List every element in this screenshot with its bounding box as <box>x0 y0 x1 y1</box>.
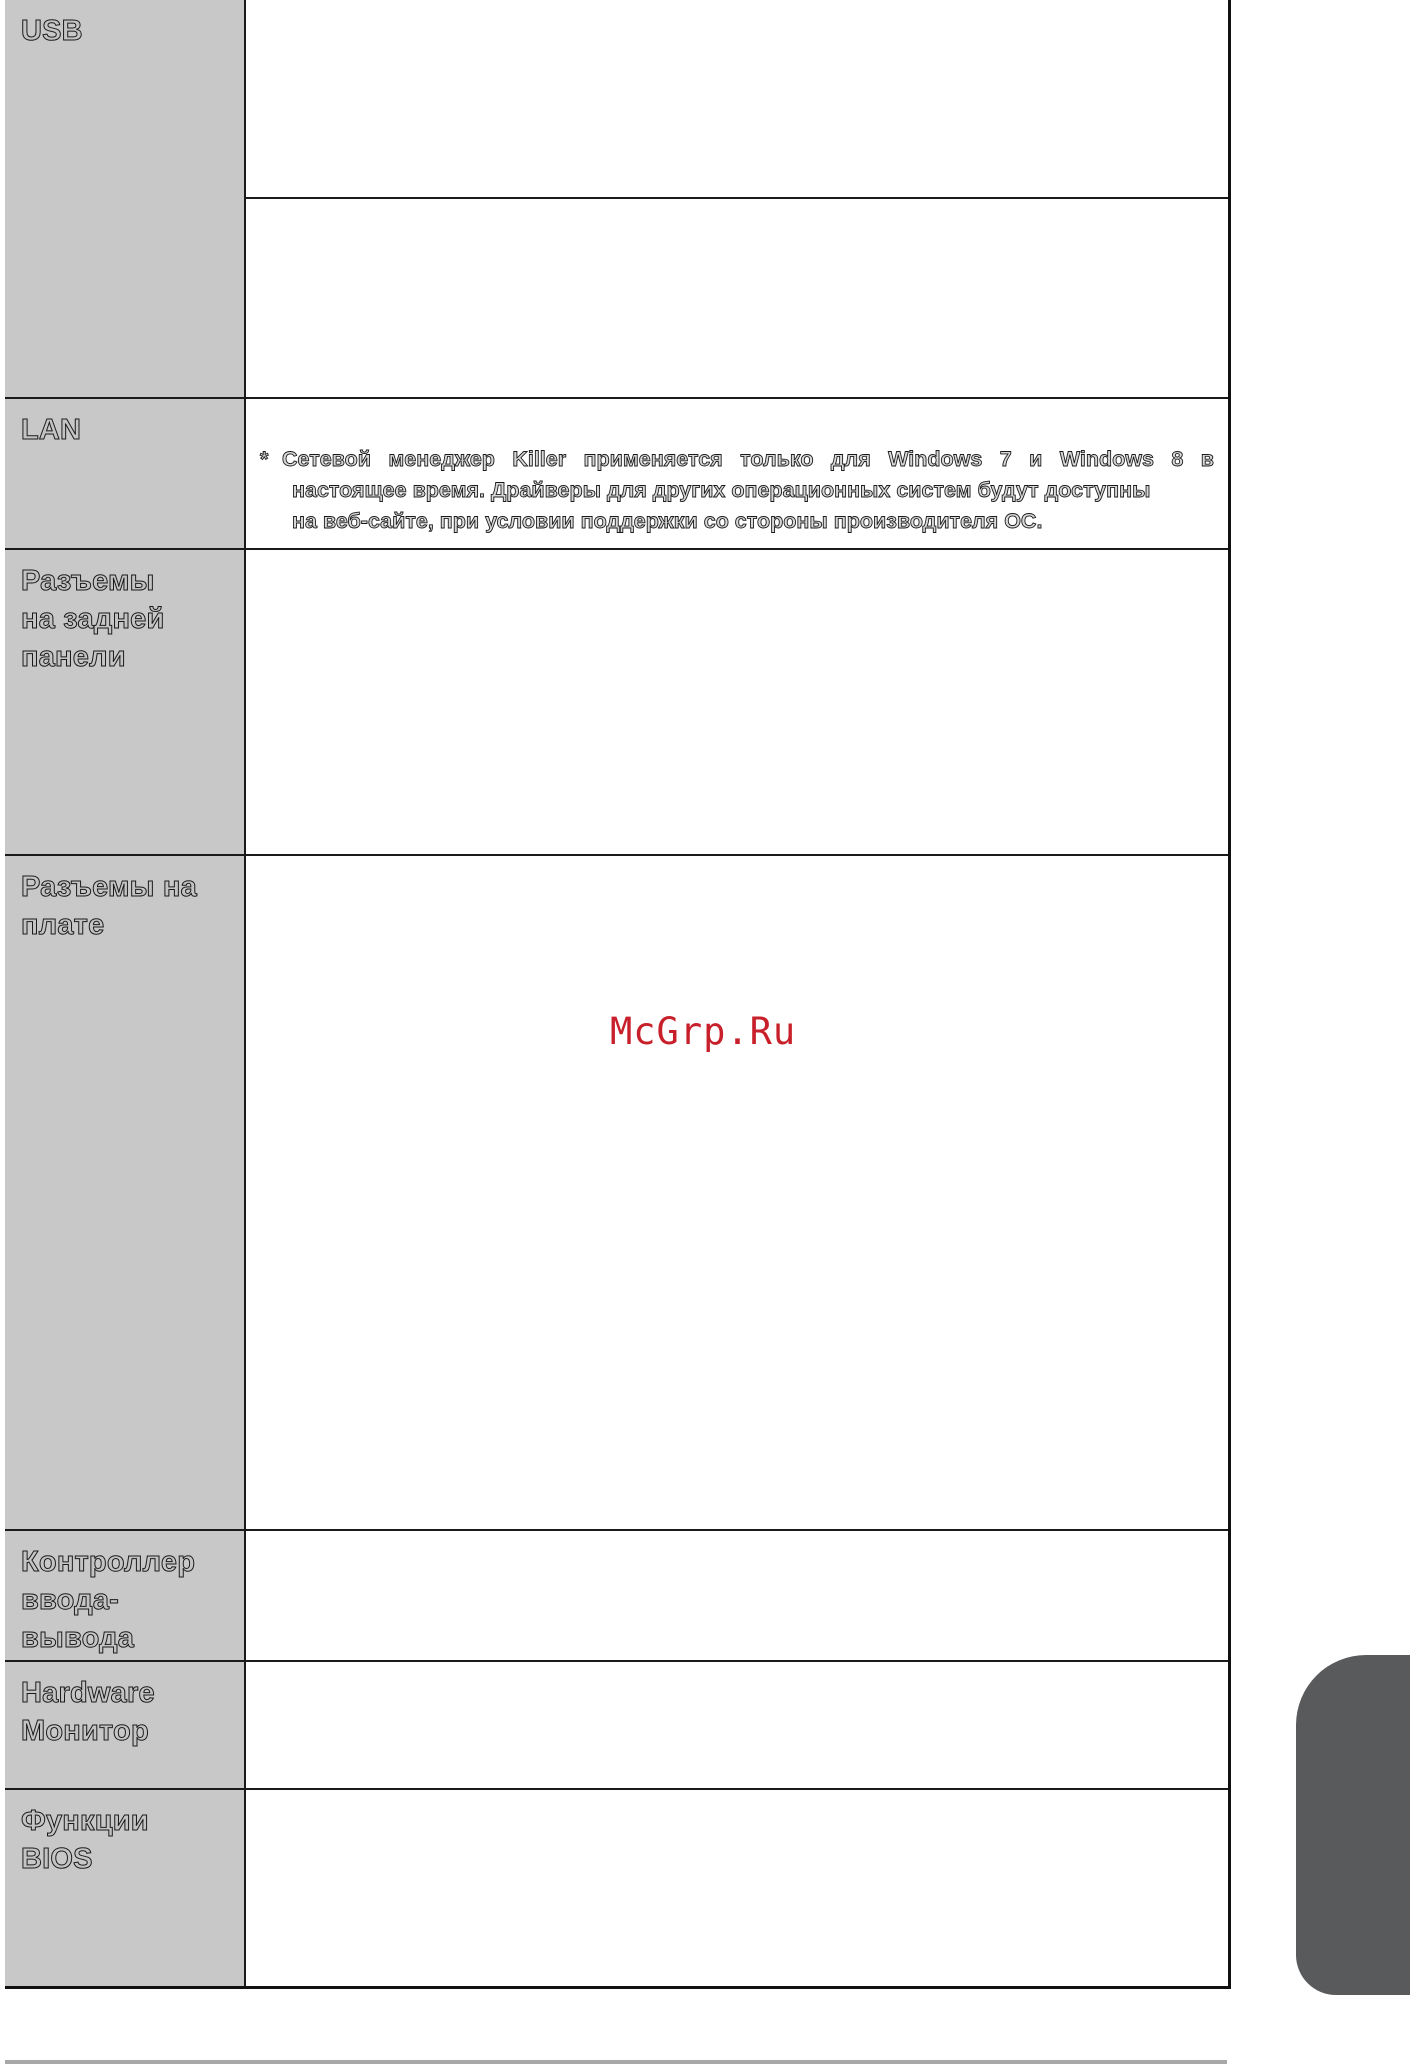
side-tab <box>1296 1655 1410 1995</box>
spec-row-rear-panel <box>5 549 1230 855</box>
spec-value-bios <box>245 1789 1230 1987</box>
label-line: плате <box>21 909 105 941</box>
spec-row-io-controller <box>5 1530 1230 1661</box>
footnote-line-1: Сетевой менеджер Killer применяется только для Windows 7 и Windows 8 в <box>282 447 1214 471</box>
label-line: вывода <box>21 1622 135 1654</box>
spec-row-hw-monitor <box>5 1661 1230 1789</box>
spec-value-rear-panel <box>245 549 1230 855</box>
footnote-line-3: на веб-сайте, при условии поддержки со стороны производителя ОС. <box>292 509 1043 533</box>
label-line: ввода- <box>21 1584 119 1616</box>
footnote-asterisk: * <box>260 447 269 471</box>
spec-label-io-controller <box>5 1531 244 1657</box>
spec-row-usb <box>5 0 1230 398</box>
spec-value-io-controller <box>245 1530 1230 1661</box>
spec-row-onboard <box>5 855 1230 1530</box>
label-line: на задней <box>21 603 165 635</box>
spec-label-cell <box>5 1661 245 1789</box>
spec-row-bios <box>5 1789 1230 1987</box>
spec-row-lan <box>5 398 1230 549</box>
label-line: Монитор <box>21 1715 149 1747</box>
label-line: BIOS <box>21 1843 93 1875</box>
footer-rule <box>5 2060 1227 2064</box>
spec-label-cell <box>5 1530 245 1661</box>
spec-label-lan: LAN <box>21 414 82 446</box>
spec-label-cell <box>5 549 245 855</box>
usb-subrow-2 <box>246 199 1228 397</box>
spec-label-bios <box>5 1790 244 1878</box>
spec-value-usb <box>245 0 1230 398</box>
spec-label-onboard <box>5 856 244 944</box>
footnote-text <box>282 444 1214 537</box>
spec-label-cell <box>5 0 245 398</box>
footnote-line-2: настоящее время. Драйверы для других операционных систем будут доступны <box>292 478 1151 502</box>
watermark: McGrp.Ru <box>610 1010 797 1053</box>
label-line: Разъемы на <box>21 871 197 903</box>
label-line: панели <box>21 641 126 673</box>
label-line: Разъемы <box>21 565 155 597</box>
spec-value-onboard <box>245 855 1230 1530</box>
specifications-table <box>5 0 1231 1989</box>
label-line: Функции <box>21 1805 149 1837</box>
spec-label-cell <box>5 1789 245 1987</box>
lan-footnote <box>246 399 1228 537</box>
usb-subrow-1 <box>246 0 1228 199</box>
spec-label-cell <box>5 855 245 1530</box>
spec-label-hw-monitor <box>5 1662 244 1750</box>
label-line: Hardware <box>21 1677 155 1709</box>
label-line: Контроллер <box>21 1546 196 1578</box>
spec-value-lan <box>245 398 1230 549</box>
spec-label-cell <box>5 398 245 549</box>
spec-label-rear-panel <box>5 550 244 676</box>
spec-label-usb: USB <box>21 15 83 47</box>
spec-value-hw-monitor <box>245 1661 1230 1789</box>
